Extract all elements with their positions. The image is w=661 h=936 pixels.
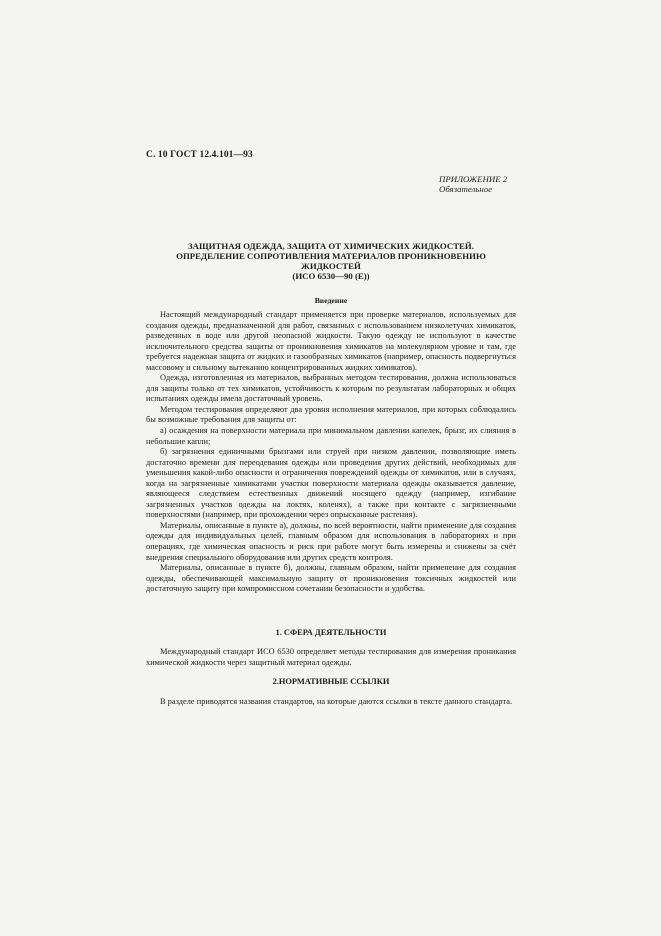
intro-paragraph: Настоящий международный стандарт применяется при проверке материалов, используемых для создания одежды, предназначенной для работ, связанных с использованием низколетучих химикатов, разведенных в воде или другой неопасной жидкости. Такую одежду не используют в качестве исключительного средства защиты от проникновения химикатов на молекулярном уровне и там, где требуется надежная защита от жидких и газообразных химикатов (например, опасность подвергнуться массовому и сильному вытеканию концентрированных жидких химикатов). bbox=[146, 310, 516, 372]
appendix-label-block bbox=[439, 174, 507, 194]
section-2-heading: 2.НОРМАТИВНЫЕ ССЫЛКИ bbox=[272, 677, 390, 686]
intro-heading: Введение bbox=[314, 296, 348, 305]
intro-paragraph: а) осаждения на поверхности материала при минимальном давлении капелек, брызг, их слияния в небольшие капли; bbox=[146, 426, 516, 446]
section-1-text bbox=[146, 647, 516, 668]
intro-paragraph: Материалы, описанные в пункте б), должны, главным образом, найти применение для создания одежды, обеспечивающей максимальную защиту от проникновения токсичных жидкостей или достаточную защиту при компромиссном сочетании безопасности и удобства. bbox=[146, 563, 516, 594]
section-2-paragraph: В разделе приводятся названия стандартов, на которые даются ссылки в тексте данного стандарта. bbox=[160, 697, 513, 706]
section-2-text bbox=[146, 697, 516, 708]
title-line-3: ЖИДКОСТЕЙ bbox=[301, 261, 361, 271]
intro-paragraph: Одежда, изготовленная из материалов, выбранных методом тестирования, должна использоваться для защиты только от тех химикатов, устойчивость к которым по результатам лабораторных и общих испытаниях одежды имела достаточный уровень. bbox=[146, 373, 516, 404]
intro-paragraph: б) загрязнения единичными брызгами или струей при низком давлении, позволяющие иметь достаточно времени для переодевания одежды или проведения других действий, необходимых для уменьшения какой-либо опасности и ограничения повреждений одежды от химикатов, или в случаях, когда на загрязненные химикатами участки поверхности материала одежды оказывается давление, являющееся следствием естественных движений носящего одежду (например, изгибание загрязненных участков одежды на локтях, коленях), а также при контакте с загрязненными поверхностями (например, при прохождении через опрысканные растения). bbox=[146, 447, 516, 520]
section-1-paragraph: Международный стандарт ИСО 6530 определяет методы тестирования для измерения проникания химической жидкости через защитный материал одежды. bbox=[146, 647, 516, 667]
intro-paragraph: Методом тестирования определяют два уровня исполнения материалов, при которых соблюдались бы возможные требования для защиты от: bbox=[146, 404, 516, 425]
appendix-label: ПРИЛОЖЕНИЕ 2 bbox=[439, 174, 508, 184]
section-1-heading: 1. СФЕРА ДЕЯТЕЛЬНОСТИ bbox=[275, 628, 387, 637]
title-line-4: (ИСО 6530—90 (Е)) bbox=[292, 271, 370, 281]
appendix-status: Обязательное bbox=[439, 184, 493, 194]
title-line-2: ОПРЕДЕЛЕНИЕ СОПРОТИВЛЕНИЯ МАТЕРИАЛОВ ПРОНИКНОВЕНИЮ bbox=[176, 251, 486, 261]
intro-text bbox=[146, 310, 516, 595]
title-line-1: ЗАЩИТНАЯ ОДЕЖДА, ЗАЩИТА ОТ ХИМИЧЕСКИХ ЖИДКОСТЕЙ. bbox=[188, 241, 474, 251]
page-reference: С. 10 ГОСТ 12.4.101—93 bbox=[146, 150, 253, 160]
document-title bbox=[146, 241, 516, 281]
intro-paragraph: Материалы, описанные в пункте а), должны, по всей вероятности, найти применение для создания одежды для индивидуальных целей, главным образом для использования в лабораториях и при операциях, где химическая опасность и риск при работе могут быть измерены и снижены за счёт внедрения специального оборудования или других средств контроля. bbox=[146, 520, 516, 562]
